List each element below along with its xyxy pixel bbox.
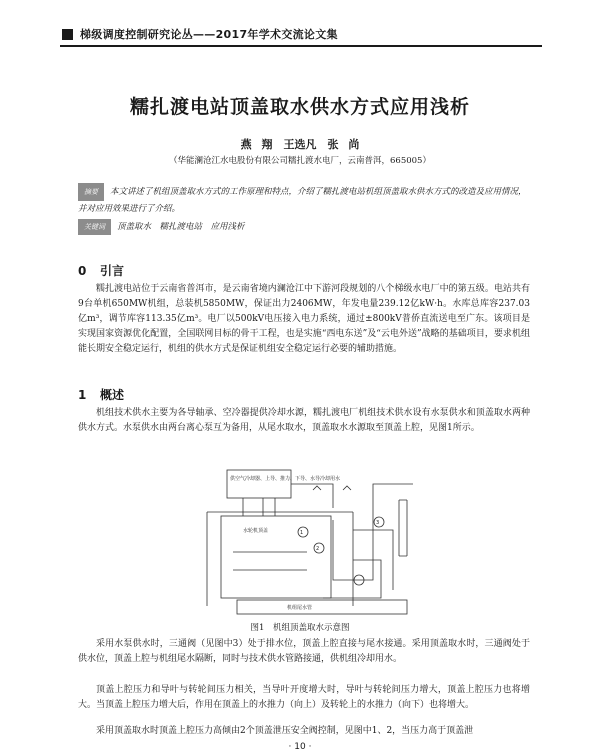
diagram-label-tailwater: 机组尾水管 (287, 605, 313, 611)
section-number: 1 (78, 388, 87, 402)
abstract-text: 本文讲述了机组顶盖取水方式的工作原理和特点，介绍了糯扎渡电站机组顶盖取水供水方式的改造及应用情况，并对应用效果进行了介绍。 (78, 187, 527, 214)
abstract (78, 183, 530, 217)
header-marker (62, 29, 73, 40)
valve-number-2: 2 (316, 546, 320, 552)
paper-title: 糯扎渡电站顶盖取水供水方式应用浅析 (129, 96, 470, 118)
water-supply-diagram (203, 460, 425, 624)
body-paragraph: 顶盖上腔压力和导叶与转轮间压力相关，当导叶开度增大时，导叶与转轮间压力增大，顶盖上腔压力也将增大。当顶盖上腔压力增大后，作用在顶盖上的水推力（向上）及转轮上的水推力（向下）也将增大。 (78, 685, 530, 710)
header-rule (60, 45, 542, 47)
turbine-outline (221, 516, 331, 598)
diagram-label-sump: 水轮机顶盖 (243, 528, 269, 534)
section-number: 0 (78, 264, 87, 278)
keywords-tag: 关键词 (78, 219, 111, 235)
section-heading-intro (78, 262, 124, 279)
body-paragraph: 采用水泵供水时，三通阀（见图中3）处于排水位，顶盖上腔直接与尾水接通。采用顶盖取水时，三通阀处于供水位，顶盖上腔与机组尾水隔断，同时与技术供水管路接通，供机组冷却用水。 (78, 639, 530, 664)
authors: 燕 翔 王选凡 张 尚 (240, 138, 360, 151)
running-header: 梯级调度控制研究论丛——2017年学术交流论文集 (80, 28, 338, 41)
intro-paragraph: 糯扎渡电站位于云南省普洱市，是云南省境内澜沧江中下游河段规划的八个梯级水电厂中的第五级。电站共有9台单机650MW机组，总装机5850MW，保证出力2406MW，年发电量239.12亿kW·h。水库总库容237.03亿m³，调节库容113.35亿m³。电厂以500kV电压接入电力系统，通过±800kV普侨直流送电至广东。该项目是实现国家资源优化配置，全国联网目标的骨干工程，也是实施“西电东送”及“云电外送”战略的基础项目，要求机组能长期安全稳定运行，机组的供水方式是保证机组安全稳定运行必要的辅助措施。 (78, 284, 530, 354)
valve-number-3: 3 (376, 520, 380, 526)
body-paragraph: 采用顶盖取水时顶盖上腔压力高倾由2个顶盖泄压安全阀控制，见图中1、2，当压力高于顶盖泄 (96, 726, 474, 736)
affiliation: （华能澜沧江水电股份有限公司糯扎渡水电厂，云南普洱，665005） (169, 156, 431, 166)
valve-number-1: 1 (300, 530, 304, 536)
figure-caption: 图1 机组顶盖取水示意图 (250, 623, 350, 633)
abstract-tag: 摘要 (78, 183, 104, 201)
section-heading-overview (78, 386, 124, 403)
tailwater-box (237, 600, 407, 614)
page-number: · 10 · (288, 742, 312, 752)
consumer-box (227, 470, 291, 498)
section-title: 引言 (100, 264, 125, 278)
section-title: 概述 (100, 388, 125, 402)
keywords-text: 顶盖取水 糯扎渡电站 应用浅析 (117, 222, 245, 232)
overview-paragraph: 机组技术供水主要为各导轴承、空冷器提供冷却水源，糯扎渡电厂机组技术供水设有水泵供水和顶盖取水两种供水方式。水泵供水由两台离心泵互为备用，从尾水取水，顶盖取水水源取至顶盖上腔，见图1所示。 (78, 408, 530, 433)
keywords (78, 219, 530, 235)
diagram-label-consumers: 供空气冷却器、上导、推力、下导、水导冷却用水 (230, 476, 341, 482)
